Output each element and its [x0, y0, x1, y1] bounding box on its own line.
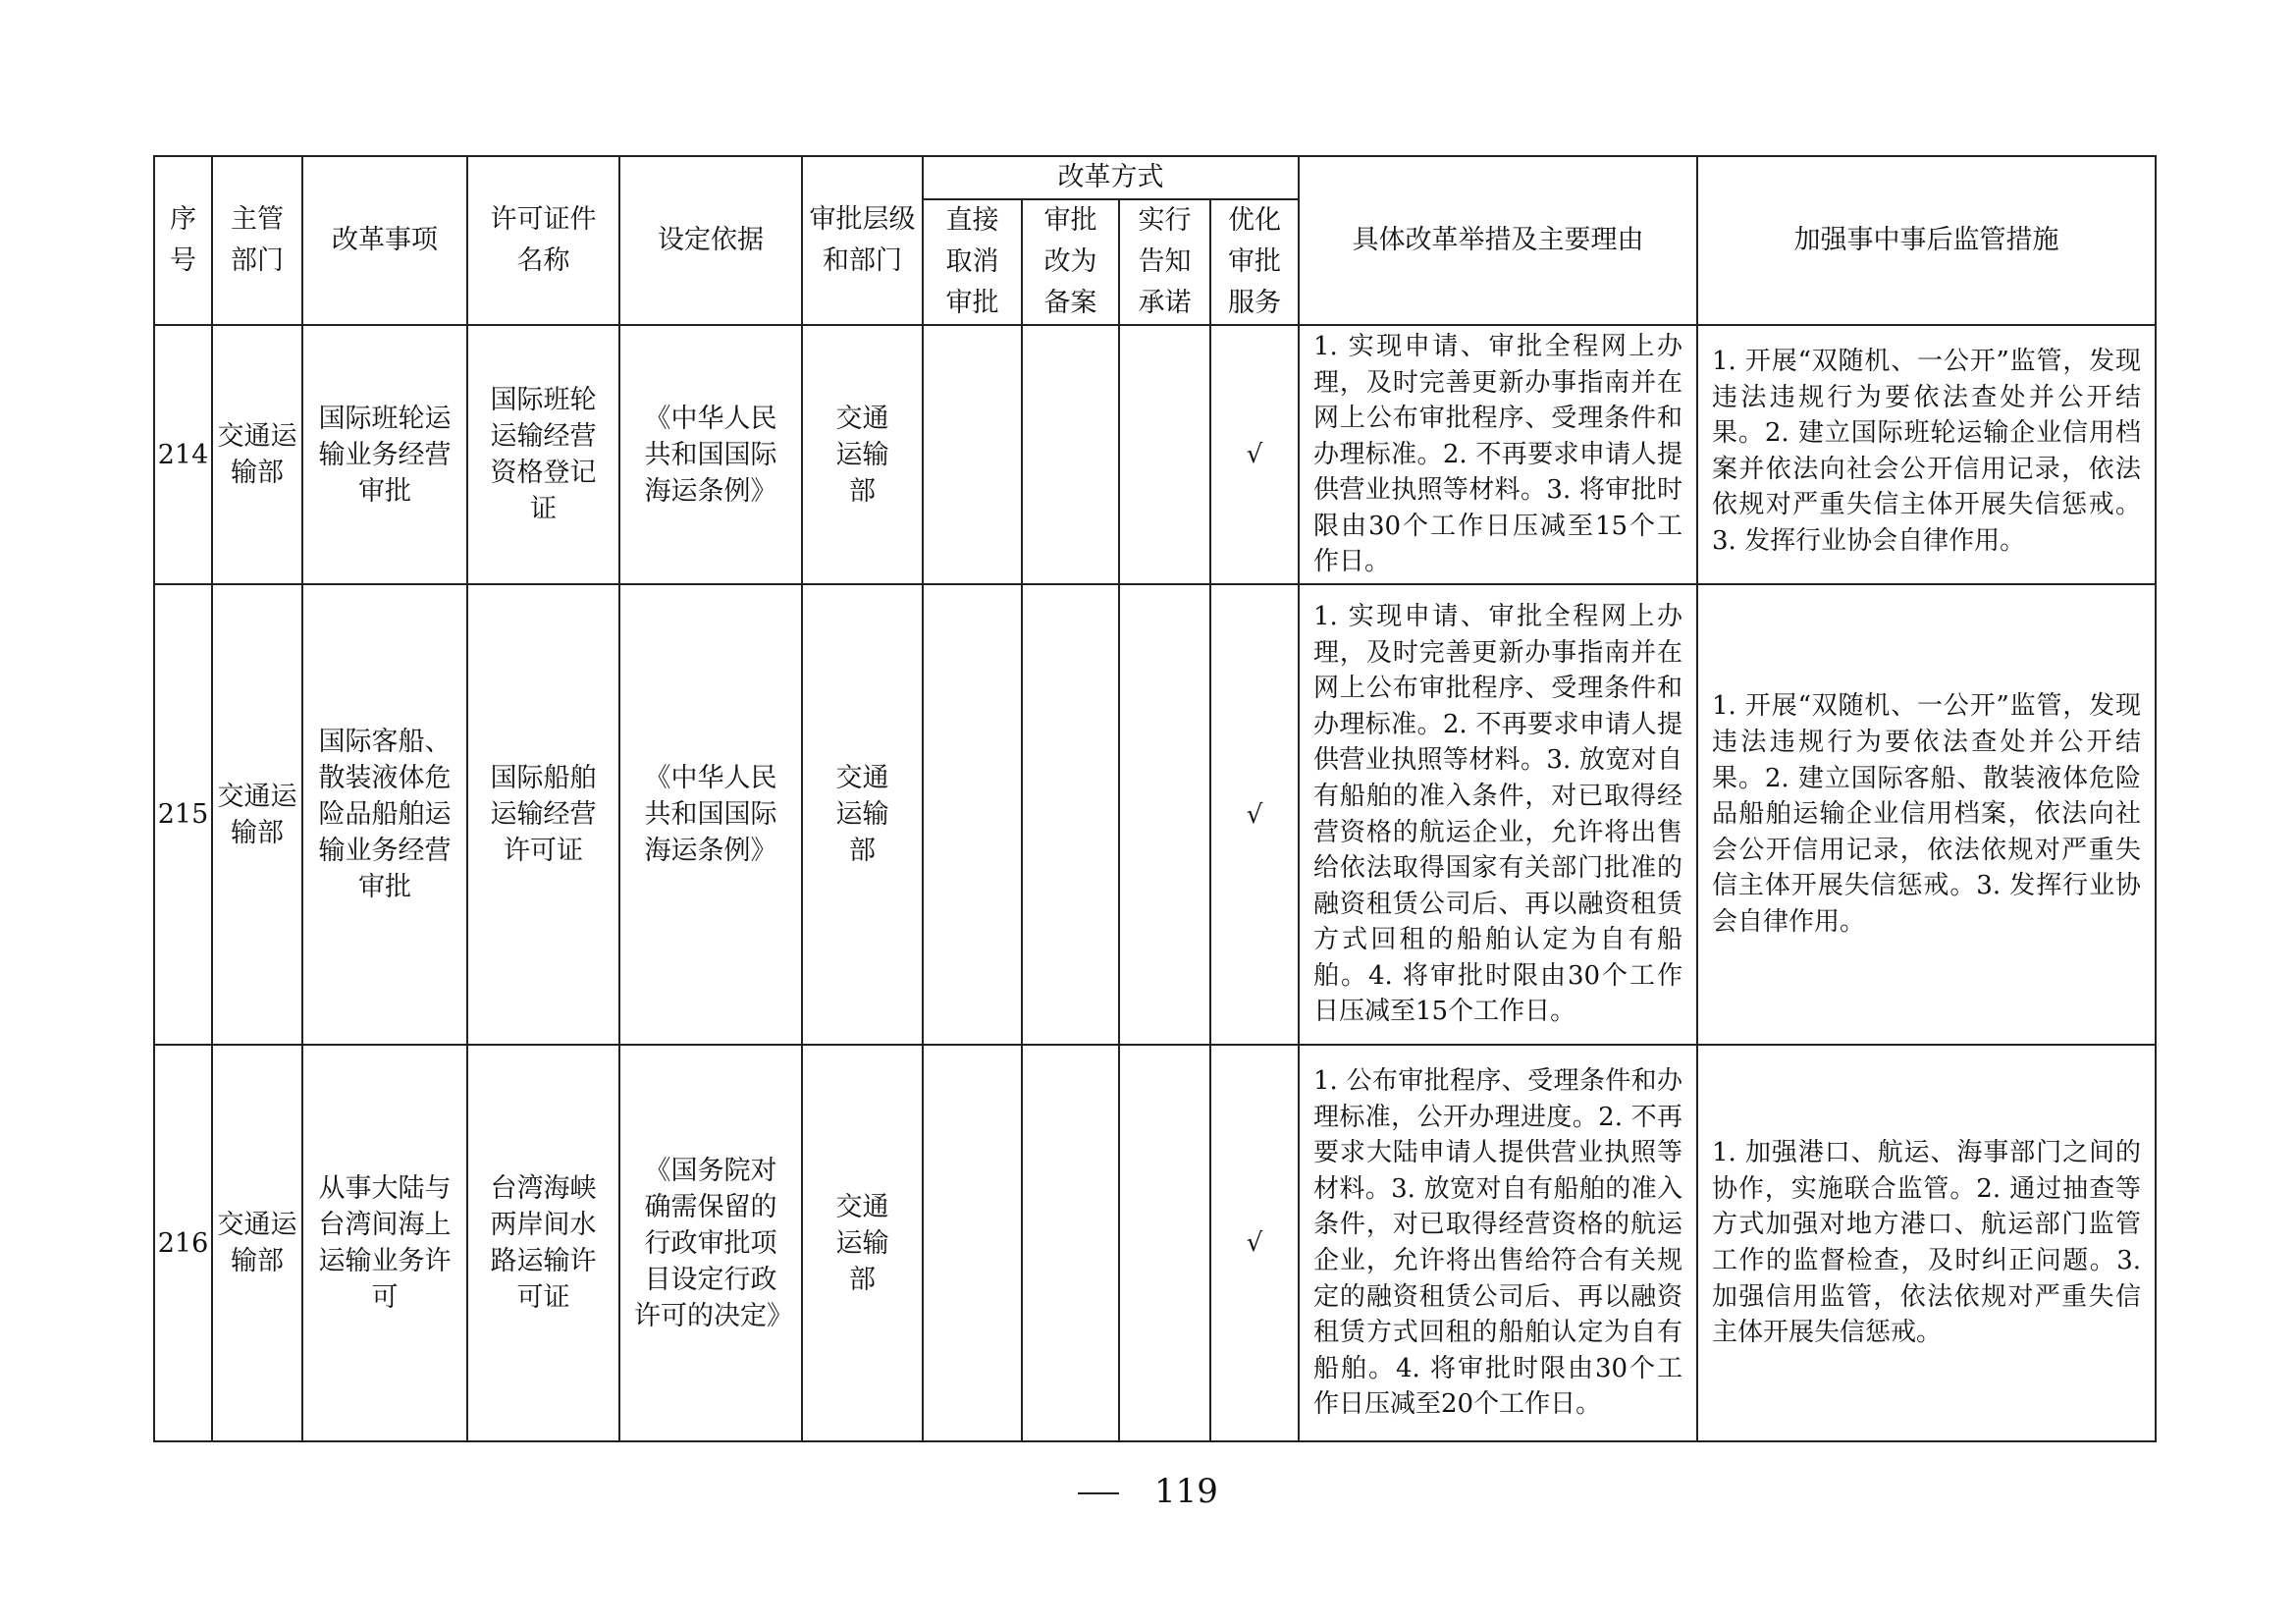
cell-level: 交通运输部: [802, 584, 923, 1045]
cell-seq: 214: [154, 325, 212, 584]
header-dept: 主管部门: [212, 156, 302, 325]
cell-mode-notify: [1119, 584, 1210, 1045]
header-mode-notify: 实行告知承诺: [1119, 199, 1210, 325]
cell-supervision: 1. 加强港口、航运、海事部门之间的协作，实施联合监管。2. 通过抽查等方式加强对地方港口、航运部门监管工作的监督检查，及时纠正问题。3. 加强信用监管，依法依规对严重失信主体开展失信惩戒。: [1697, 1045, 2156, 1441]
header-basis: 设定依据: [619, 156, 802, 325]
cell-measures: 1. 实现申请、审批全程网上办理，及时完善更新办事指南并在网上公布审批程序、受理条件和办理标准。2. 不再要求申请人提供营业执照等材料。3. 放宽对自有船舶的准入条件，对已取得经营资格的航运企业，允许将出售给依法取得国家有关部门批准的融资租赁公司后、再以融资租赁方式回租的船舶认定为自有船舶。4. 将审批时限由30个工作日压减至15个工作日。: [1299, 584, 1697, 1045]
cell-item: 从事大陆与台湾间海上运输业务许可: [302, 1045, 467, 1441]
page-footer: [0, 1467, 2296, 1516]
header-mode-record: 审批改为备案: [1022, 199, 1119, 325]
header-seq: 序号: [154, 156, 212, 325]
header-item: 改革事项: [302, 156, 467, 325]
cell-cert: 国际船舶运输经营许可证: [467, 584, 619, 1045]
cell-seq: 216: [154, 1045, 212, 1441]
reform-table: [153, 155, 2157, 1442]
cell-mode-record: [1022, 1045, 1119, 1441]
header-level: 审批层级和部门: [802, 156, 923, 325]
cell-dept: 交通运输部: [212, 325, 302, 584]
cell-level: 交通运输部: [802, 325, 923, 584]
table-row: [154, 584, 2156, 1045]
header-mode-cancel: 直接取消审批: [923, 199, 1022, 325]
cell-measures: 1. 实现申请、审批全程网上办理，及时完善更新办事指南并在网上公布审批程序、受理条件和办理标准。2. 不再要求申请人提供营业执照等材料。3. 将审批时限由30个工作日压减至15个工作日。: [1299, 325, 1697, 584]
cell-item: 国际班轮运输业务经营审批: [302, 325, 467, 584]
cell-item: 国际客船、散装液体危险品船舶运输业务经营审批: [302, 584, 467, 1045]
table-row: [154, 325, 2156, 584]
reform-table-page: [153, 155, 2155, 1442]
cell-cert: 国际班轮运输经营资格登记证: [467, 325, 619, 584]
cell-basis: 《国务院对确需保留的行政审批项目设定行政许可的决定》: [619, 1045, 802, 1441]
page-number: 119: [1154, 1472, 1218, 1511]
cell-level: 交通运输部: [802, 1045, 923, 1441]
cell-dept: 交通运输部: [212, 584, 302, 1045]
cell-supervision: 1. 开展“双随机、一公开”监管，发现违法违规行为要依法查处并公开结果。2. 建立国际客船、散装液体危险品船舶运输企业信用档案，依法向社会公开信用记录，依法依规对严重失信主体开展失信惩戒。3. 发挥行业协会自律作用。: [1697, 584, 2156, 1045]
header-measures: 具体改革举措及主要理由: [1299, 156, 1697, 325]
cell-mode-record: [1022, 584, 1119, 1045]
cell-mode-cancel: [923, 584, 1022, 1045]
cell-basis: 《中华人民共和国国际海运条例》: [619, 325, 802, 584]
cell-seq: 215: [154, 584, 212, 1045]
cell-measures: 1. 公布审批程序、受理条件和办理标准，公开办理进度。2. 不再要求大陆申请人提供营业执照等材料。3. 放宽对自有船舶的准入条件，对已取得经营资格的航运企业，允许将出售给符合有关规定的融资租赁公司后、再以融资租赁方式回租的船舶认定为自有船舶。4. 将审批时限由30个工作日压减至20个工作日。: [1299, 1045, 1697, 1441]
cell-mode-optimize: √: [1210, 1045, 1299, 1441]
cell-mode-notify: [1119, 1045, 1210, 1441]
header-mode-optimize: 优化审批服务: [1210, 199, 1299, 325]
cell-supervision: 1. 开展“双随机、一公开”监管，发现违法违规行为要依法查处并公开结果。2. 建立国际班轮运输企业信用档案并依法向社会公开信用记录，依法依规对严重失信主体开展失信惩戒。3. 发挥行业协会自律作用。: [1697, 325, 2156, 584]
cell-dept: 交通运输部: [212, 1045, 302, 1441]
cell-mode-record: [1022, 325, 1119, 584]
header-cert: 许可证件名称: [467, 156, 619, 325]
table-row: [154, 1045, 2156, 1441]
header-mode-group: 改革方式: [923, 156, 1299, 199]
cell-mode-cancel: [923, 325, 1022, 584]
cell-mode-optimize: √: [1210, 584, 1299, 1045]
footer-dash: [1078, 1492, 1119, 1494]
cell-basis: 《中华人民共和国国际海运条例》: [619, 584, 802, 1045]
table-header: [154, 156, 2156, 325]
cell-mode-notify: [1119, 325, 1210, 584]
cell-mode-cancel: [923, 1045, 1022, 1441]
header-supervision: 加强事中事后监管措施: [1697, 156, 2156, 325]
cell-cert: 台湾海峡两岸间水路运输许可证: [467, 1045, 619, 1441]
cell-mode-optimize: √: [1210, 325, 1299, 584]
